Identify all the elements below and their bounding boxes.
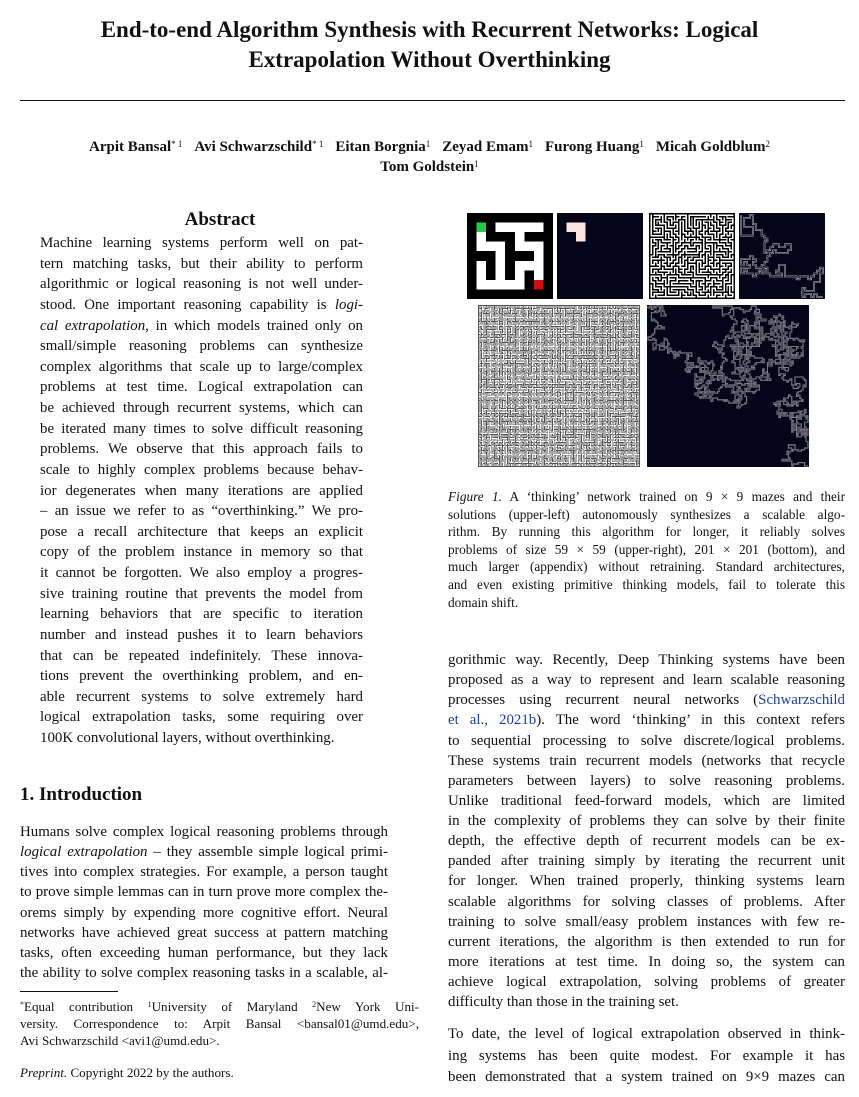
superscript: * (20, 1000, 24, 1009)
start-marker (477, 223, 487, 233)
text-line: gorithmic way. Recently, Deep Thinking systems have been (448, 652, 845, 668)
text-line: solutions (upper-left) autonomously synthesizes a scalable algo- (448, 506, 845, 522)
text-line: proposed as a way to represent and learn scalable reasoning (448, 672, 845, 689)
text-line: orems simply by expending more cognitive effort. Neural (20, 904, 388, 921)
text-line: Unlike traditional feed-forward models, which are limited (448, 792, 845, 809)
figure-caption (448, 488, 845, 611)
text-segment: stood. One important reasoning capability is (40, 296, 335, 313)
body-paragraph (448, 650, 845, 1012)
text-segment: Preprint. (20, 1065, 68, 1080)
author-name: Avi Schwarzschild (194, 139, 313, 155)
author-affiliation: 1 (474, 158, 479, 169)
text-line: it cannot be forgotten. We also employ a progres- (40, 565, 363, 581)
body-paragraph (448, 1024, 845, 1089)
author (89, 139, 182, 155)
text-line: To date, the level of logical extrapolation observed in think- (448, 1026, 845, 1042)
author (656, 139, 770, 155)
text-segment: New York Uni- (316, 999, 419, 1014)
text-line: ior degenerates when many iterations are applied (40, 482, 363, 499)
text-line: in the complexity of problems they can solve by their finite (448, 813, 845, 829)
text-line: achieve logical extrapolation, solving problems of greater (448, 974, 845, 990)
paper-title (0, 15, 859, 75)
text-line: networks have achieved great success at pattern matching (20, 924, 388, 941)
author-affiliation: 1 (639, 139, 644, 149)
text-segment: Copyright 2022 by the authors. (67, 1065, 234, 1080)
text-line (448, 488, 845, 506)
text-line: ing systems has been quite modest. For example it has (448, 1047, 845, 1064)
text-line: copy of the problem instance in memory so that (40, 544, 363, 561)
maze-201x201-input (478, 305, 640, 467)
maze-9x9-input (467, 213, 553, 299)
text-line: logical extrapolation tasks, some requiring over (40, 709, 363, 726)
text-line: tives into complex strategies. For example, a person taught (20, 864, 388, 881)
text-line: much larger (appendix) without retraining. Standard architectures, (448, 559, 845, 575)
text-line: tasks, often exceeding human performance, but they lack (20, 944, 388, 961)
text-line (40, 295, 363, 316)
text-line: panded after training simply by iterating the recurrent unit (448, 853, 845, 870)
author-affiliation: 1 (425, 139, 431, 149)
text-line: to sequential processing to solve discrete/logical problems. (448, 732, 845, 749)
author-name: Eitan Borgnia (335, 139, 426, 155)
text-segment: A ‘thinking’ network trained on 9 × 9 mazes and their (501, 489, 846, 504)
footnote (20, 998, 419, 1050)
author (545, 139, 644, 155)
text-line (20, 842, 388, 862)
footnote-divider (20, 991, 118, 992)
maze-9x9-solution (557, 213, 643, 299)
maze-201x201-solution (647, 305, 809, 467)
text-line: learning behaviors that are specific to iteration (40, 606, 363, 623)
text-line: difficulty than those in the training set. (448, 994, 679, 1011)
text-segment: , in which models trained only on (145, 317, 363, 334)
text-line: problems of size 59 × 59 (upper-right), 201 × 201 (bottom), and (448, 541, 845, 557)
text-line: domain shift. (448, 594, 519, 610)
maze-corridors (650, 214, 733, 297)
text-line: tions prevent the overthinking problem, and en- (40, 668, 363, 685)
text-line: small/simple reasoning problems can synthesize (40, 338, 363, 355)
text-line (448, 690, 845, 710)
text-line: to prove simple lemmas can in turn prove more complex the- (20, 884, 388, 901)
author-list (0, 138, 859, 177)
preprint-notice (20, 1065, 234, 1081)
text-line: These systems train recurrent models (networks that recycle (448, 752, 845, 769)
author-name: Zeyad Emam (442, 139, 529, 155)
abstract-body (40, 233, 363, 749)
text-line: algorithmic or logical reasoning is not well under- (40, 276, 363, 293)
text-segment: ). The word ‘thinking’ in this context refers (536, 712, 845, 729)
author-name: Furong Huang (545, 139, 640, 155)
title-line: End-to-end Algorithm Synthesis with Recurrent Networks: Logical (100, 17, 759, 42)
title-line: Extrapolation Without Overthinking (248, 47, 611, 72)
text-line: for longer. When trained properly, thinking systems learn (448, 873, 845, 890)
text-line: problems. We observe that this approach fails to (40, 441, 363, 458)
maze-background (647, 305, 809, 467)
text-line: sive training routine that prevents the model from (40, 585, 363, 602)
text-line: scale to highly complex problems because behav- (40, 461, 363, 478)
text-line: be iterated many times to solve difficult reasoning (40, 420, 363, 437)
author-name: Arpit Bansal (89, 139, 172, 155)
text-line (20, 998, 419, 1015)
text-line: 100K convolutional layers, without overthinking. (40, 730, 335, 746)
text-line: current iterations, the algorithm is then extended to run for (448, 933, 845, 950)
text-segment: processes using recurrent neural networks ( (448, 692, 759, 709)
text-segment: University of Maryland (151, 999, 313, 1014)
superscript: 1 (147, 1000, 152, 1009)
maze-59x59-input (649, 213, 735, 299)
author (442, 139, 533, 155)
text-line: rithm. By running this algorithm for longer, it reliably solves (448, 524, 845, 540)
author-name: Micah Goldblum (655, 139, 766, 155)
author (335, 139, 430, 155)
text-line: Humans solve complex logical reasoning problems through (20, 824, 388, 840)
citation-link[interactable]: et al., 2021b (448, 712, 537, 729)
text-segment: Equal contribution (24, 999, 148, 1014)
text-line: scalable algorithms for solving classes of problems. After (448, 893, 845, 910)
text-line: able recurrent systems to solve extremely hard (40, 688, 363, 705)
goal-marker (534, 280, 544, 290)
author-name: Tom Goldstein (380, 158, 475, 175)
introduction-body (20, 822, 388, 983)
abstract-heading: Abstract (184, 209, 256, 230)
author (380, 159, 479, 175)
maze-59x59-solution (739, 213, 825, 299)
title-divider (20, 100, 845, 101)
superscript: 2 (312, 1000, 317, 1009)
text-line: number and instead pushes it to learn behaviors (40, 626, 363, 643)
author-affiliation: * 1 (171, 139, 183, 149)
author (194, 139, 323, 155)
author-affiliation: * 1 (312, 139, 324, 149)
text-line: that can be repeated indefinitely. These innova- (40, 647, 363, 664)
text-line: tern matching tasks, but their ability to perform (40, 255, 363, 272)
text-line: the ability to solve complex reasoning tasks in a scalable, al- (20, 965, 388, 982)
text-line: parameters between layers) to solve reasoning problems. (448, 772, 845, 789)
citation-link[interactable]: Schwarzschild (758, 692, 845, 709)
text-line: training to solve small/easy problem instances with few re- (448, 913, 845, 930)
text-line: problems at test time. Logical extrapolation can (40, 379, 363, 396)
text-segment: Figure 1. (448, 489, 502, 504)
text-line: be achieved through recurrent systems, which can (40, 400, 363, 416)
text-line: pose a recall architecture that keeps an explicit (40, 523, 363, 540)
text-line: and even existing primitive thinking models, fail to tolerate this (448, 576, 845, 592)
text-line: depth, the effective depth of recurrent models can be ex- (448, 833, 845, 850)
text-segment: logical extrapolation (20, 844, 148, 861)
text-line: been demonstrated that a system trained on 9×9 mazes can (448, 1069, 845, 1085)
maze-background (478, 305, 640, 467)
author-affiliation: 1 (528, 139, 533, 149)
text-segment: logi- (334, 296, 363, 313)
text-line: more iterations at test time. In doing so, the system can (448, 953, 845, 970)
text-segment: cal extrapolation (40, 317, 146, 334)
text-line (40, 316, 363, 337)
text-line: versity. Correspondence to: Arpit Bansal <bansal01@umd.edu>, (20, 1016, 419, 1032)
text-line (448, 710, 845, 730)
text-line: – an issue we refer to as “overthinking.” We pro- (40, 503, 363, 520)
text-line: complex algorithms that scale up to large/complex (40, 358, 363, 375)
section-heading-introduction: 1. Introduction (20, 784, 143, 805)
author-affiliation: 2 (765, 139, 770, 149)
text-line: Avi Schwarzschild <avi1@umd.edu>. (20, 1033, 220, 1049)
text-line: Machine learning systems perform well on pat- (40, 235, 363, 251)
text-segment: – they assemble simple logical primi- (147, 844, 388, 861)
